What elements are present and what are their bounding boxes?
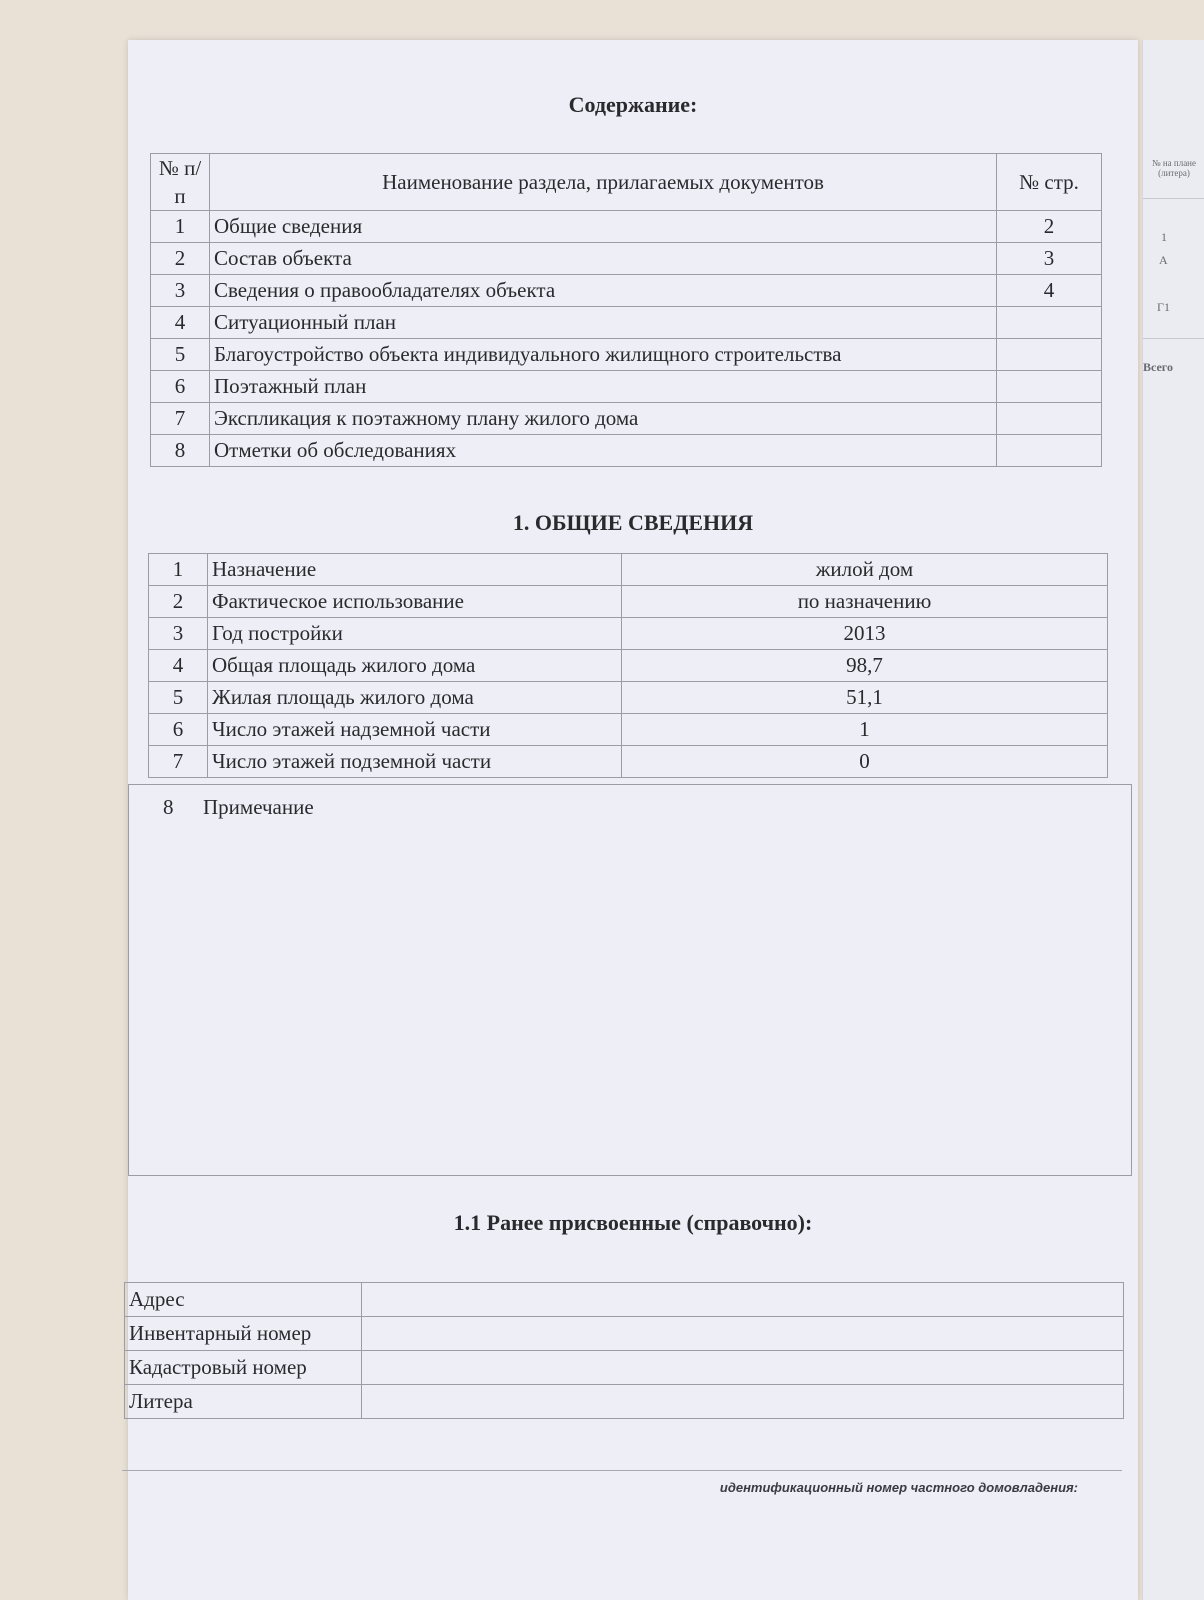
row-label: Литера	[125, 1385, 362, 1419]
row-name: Благоустройство объекта индивидуального жилищного строительства	[210, 339, 997, 371]
next-page-rule	[1143, 338, 1204, 339]
row-label: Кадастровый номер	[125, 1351, 362, 1385]
note-box	[128, 784, 1132, 1176]
general-title: 1. ОБЩИЕ СВЕДЕНИЯ	[512, 510, 754, 535]
table-row	[125, 1385, 1124, 1419]
row-name: Экспликация к поэтажному плану жилого дома	[210, 403, 997, 435]
row-num: 4	[149, 650, 208, 682]
row-value	[362, 1283, 1124, 1317]
contents-header-num: № п/п	[151, 154, 210, 211]
row-value: 98,7	[622, 650, 1108, 682]
row-page	[997, 371, 1102, 403]
row-page	[997, 339, 1102, 371]
row-page: 2	[997, 211, 1102, 243]
table-row	[125, 1283, 1124, 1317]
table-row	[151, 435, 1102, 467]
next-page-header: № на плане (литера)	[1151, 158, 1196, 178]
previous-table	[124, 1282, 1124, 1419]
row-name: Общая площадь жилого дома	[208, 650, 622, 682]
row-name: Фактическое использование	[208, 586, 622, 618]
next-page-item: 1	[1161, 230, 1167, 244]
contents-header-row	[151, 154, 1102, 211]
row-num: 1	[149, 554, 208, 586]
row-num: 5	[149, 682, 208, 714]
table-row	[149, 650, 1108, 682]
row-name: Год постройки	[208, 618, 622, 650]
row-num: 6	[151, 371, 210, 403]
next-page-item: Г1	[1157, 300, 1170, 314]
row-value: 2013	[622, 618, 1108, 650]
table-row	[151, 307, 1102, 339]
table-row	[149, 618, 1108, 650]
row-num: 8	[151, 435, 210, 467]
table-row	[151, 339, 1102, 371]
row-value: по назначению	[622, 586, 1108, 618]
row-value: 1	[622, 714, 1108, 746]
row-num: 3	[149, 618, 208, 650]
row-label: Адрес	[125, 1283, 362, 1317]
note-num: 8	[163, 795, 174, 819]
row-num: 3	[151, 275, 210, 307]
table-row	[151, 243, 1102, 275]
row-value: 51,1	[622, 682, 1108, 714]
previous-title: 1.1 Ранее присвоенные (справочно):	[453, 1210, 813, 1235]
row-value	[362, 1351, 1124, 1385]
table-row	[151, 371, 1102, 403]
adjacent-page-edge	[1142, 40, 1204, 1600]
row-num: 4	[151, 307, 210, 339]
table-row	[149, 554, 1108, 586]
contents-table	[150, 153, 1102, 467]
table-row	[125, 1351, 1124, 1385]
row-name: Ситуационный план	[210, 307, 997, 339]
general-table	[148, 553, 1108, 778]
row-name: Жилая площадь жилого дома	[208, 682, 622, 714]
table-row	[151, 211, 1102, 243]
contents-header-name: Наименование раздела, прилагаемых документов	[210, 154, 997, 211]
row-name: Общие сведения	[210, 211, 997, 243]
row-page	[997, 307, 1102, 339]
table-row	[149, 682, 1108, 714]
footer-text: идентификационный номер частного домовладения:	[719, 1480, 1078, 1495]
contents-header-page: № стр.	[997, 154, 1102, 211]
table-row	[151, 275, 1102, 307]
row-value: 0	[622, 746, 1108, 778]
row-num: 5	[151, 339, 210, 371]
row-name: Поэтажный план	[210, 371, 997, 403]
footer-divider	[122, 1470, 1122, 1471]
row-num: 7	[151, 403, 210, 435]
row-name: Отметки об обследованиях	[210, 435, 997, 467]
row-num: 1	[151, 211, 210, 243]
row-label: Инвентарный номер	[125, 1317, 362, 1351]
row-name: Назначение	[208, 554, 622, 586]
table-row	[151, 403, 1102, 435]
row-page: 3	[997, 243, 1102, 275]
row-num: 6	[149, 714, 208, 746]
next-page-item: А	[1159, 253, 1168, 267]
row-name: Число этажей подземной части	[208, 746, 622, 778]
row-num: 2	[151, 243, 210, 275]
table-row	[149, 586, 1108, 618]
row-value	[362, 1317, 1124, 1351]
table-row	[149, 746, 1108, 778]
row-num: 7	[149, 746, 208, 778]
row-page	[997, 435, 1102, 467]
row-num: 2	[149, 586, 208, 618]
row-name: Сведения о правообладателях объекта	[210, 275, 997, 307]
table-row	[125, 1317, 1124, 1351]
row-page	[997, 403, 1102, 435]
table-row	[149, 714, 1108, 746]
row-page: 4	[997, 275, 1102, 307]
row-value: жилой дом	[622, 554, 1108, 586]
document-page	[128, 40, 1138, 1600]
next-page-rule	[1143, 198, 1204, 199]
row-name: Состав объекта	[210, 243, 997, 275]
row-value	[362, 1385, 1124, 1419]
row-name: Число этажей надземной части	[208, 714, 622, 746]
next-page-item: Всего	[1143, 360, 1173, 374]
note-label: Примечание	[203, 795, 314, 819]
contents-title: Содержание:	[568, 92, 698, 117]
